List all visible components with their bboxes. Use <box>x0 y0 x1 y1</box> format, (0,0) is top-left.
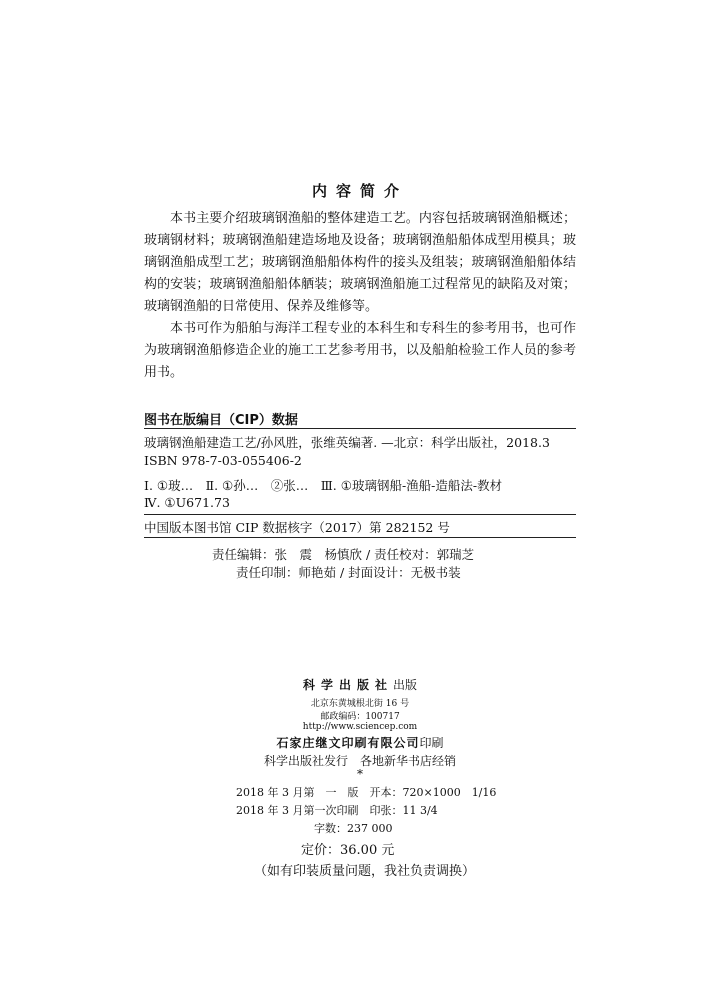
quality-note: （如有印装质量问题，我社负责调换） <box>254 864 476 879</box>
distribution-line: 科学出版社发行 各地新华书店经销 <box>263 754 456 768</box>
publisher-name: 科学出版社 <box>302 678 393 692</box>
printer-line <box>0 734 720 751</box>
cip-title: 图书在版编目（CIP）数据 <box>144 413 298 428</box>
edition-line: 2018 年 3 月第 一 版 开本：720×1000 1/16 <box>236 786 497 799</box>
publisher-suffix: 出版 <box>393 678 418 692</box>
intro-title: 内容简介 <box>311 182 408 200</box>
cip-bottom-rule <box>144 537 576 538</box>
intro-paragraph-2: 本书可作为船舶与海洋工程专业的本科生和专科生的参考用书，也可作为玻璃钢渔船修造企业的施工工艺参考用书，以及船舶检验工作人员的参考用书。 <box>144 321 576 380</box>
word-count: 字数：237 000 <box>314 822 393 835</box>
price: 定价：36.00 元 <box>301 843 395 858</box>
credits-editors: 责任编辑：张 震 杨慎欣 / 责任校对：郭瑞芝 <box>212 547 475 562</box>
intro-paragraph-1: 本书主要介绍玻璃钢渔船的整体建造工艺。内容包括玻璃钢渔船概述；玻璃钢材料；玻璃钢渔船建造场地及设备；玻璃钢渔船船体成型用模具；玻璃钢渔船成型工艺；玻璃钢渔船船体构件的接头及组装；玻璃钢渔船船体结构的安装；玻璃钢渔船船体舾装；玻璃钢渔船施工过程常见的缺陷及对策；玻璃钢渔船的日常使用、保养及维修等。 <box>144 211 576 314</box>
publisher-address: 北京东黄城根北街 16 号 <box>310 699 410 709</box>
printer-suffix: 印刷 <box>419 736 444 750</box>
publisher-postcode: 邮政编码：100717 <box>320 712 400 722</box>
separator-star: * <box>357 767 363 781</box>
cip-catalog-line: 玻璃钢渔船建造工艺/孙风胜，张维英编著. —北京：科学出版社，2018.3 <box>144 435 550 450</box>
cip-classification-1: Ⅰ. ①玻… Ⅱ. ①孙… ②张… Ⅲ. ①玻璃钢船-渔船-造船法-教材 <box>144 478 503 493</box>
credits-printing-cover: 责任印制：师艳茹 / 封面设计：无极书装 <box>236 565 461 580</box>
publisher-website: http://www.sciencep.com <box>302 722 418 732</box>
cip-middle-rule <box>144 514 576 515</box>
cip-classification-2: Ⅳ. ①U671.73 <box>144 495 230 510</box>
cip-top-rule <box>144 428 576 429</box>
publisher-line <box>0 676 720 693</box>
cip-isbn: ISBN 978-7-03-055406-2 <box>144 453 302 468</box>
printing-line: 2018 年 3 月第一次印刷 印张：11 3/4 <box>236 804 438 817</box>
cip-record-number: 中国版本图书馆 CIP 数据核字（2017）第 282152 号 <box>144 520 450 535</box>
printer-name: 石家庄继文印刷有限公司 <box>276 736 420 750</box>
